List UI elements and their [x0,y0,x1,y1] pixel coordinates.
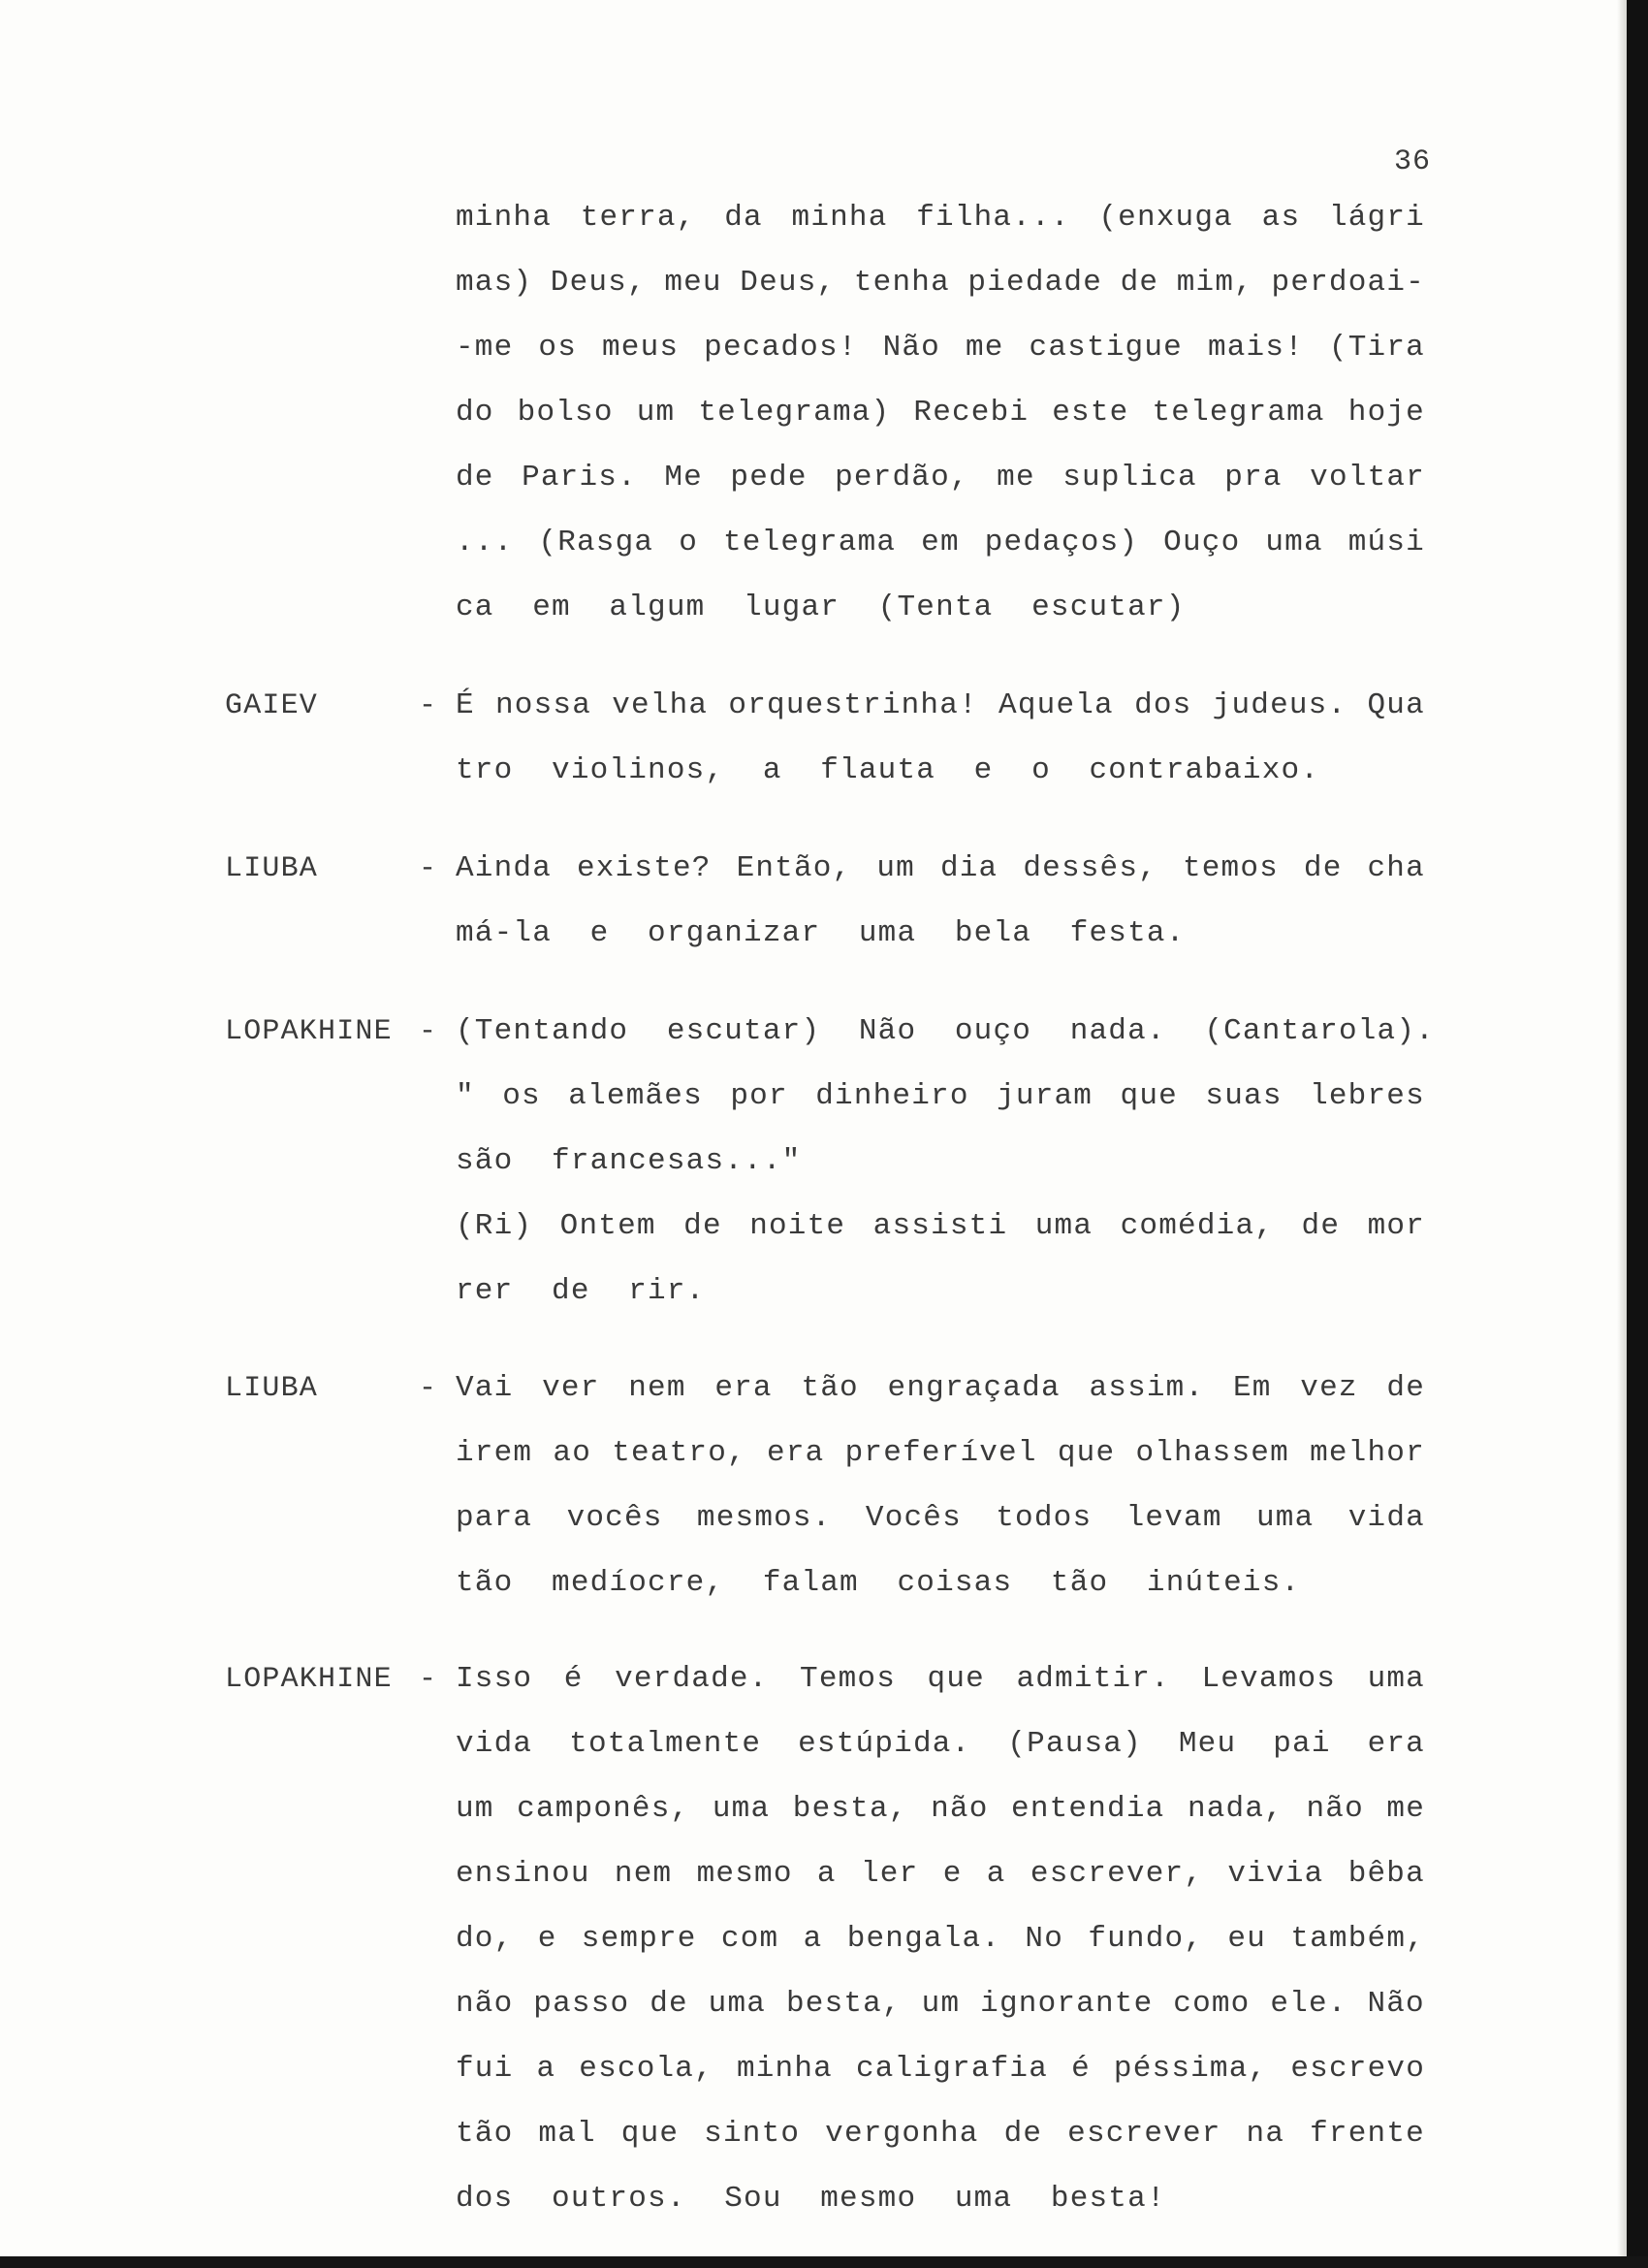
word: de [1003,2117,1043,2151]
word: também, [1290,1922,1425,1956]
word: Deus, [740,266,837,300]
word: (Rasga [538,526,654,559]
dialogue-line [456,1142,1425,1181]
word: era [767,1436,825,1470]
word: ensinou [456,1857,590,1891]
word: de [1301,1209,1341,1243]
word: não [931,1792,989,1826]
word: bolso [517,396,614,430]
dialogue-line [456,1012,1435,1051]
word: verdade. [615,1662,769,1696]
dialogue-line [456,264,1425,303]
speaker-name: LOPAKHINE [225,1015,393,1048]
word: um [876,851,915,885]
word: Levamos [1201,1662,1337,1696]
word: lágri [1328,201,1425,235]
word: meus [601,331,680,365]
word: tão [801,1371,859,1405]
word: vivia [1227,1857,1324,1891]
word: os [538,331,577,365]
dialogue-line [456,2050,1425,2089]
speaker-name: LOPAKHINE [225,1663,393,1696]
word: que [1120,1079,1178,1113]
word: dessês, [1023,851,1157,885]
word: a [986,1857,1006,1891]
dialogue-line [456,1077,1425,1116]
word: terra, [580,201,696,235]
word: perdão, [835,461,969,495]
word: (Tira [1328,331,1425,365]
word: telegrama) [698,396,891,430]
word: a [803,1922,823,1956]
word: estúpida. [798,1727,971,1761]
word: Não [882,331,940,365]
dialogue-line [456,751,1425,790]
word: perdoai- [1271,266,1425,300]
word: tão [456,2117,514,2151]
word: Recebi [913,396,1030,430]
dialogue-line [456,2115,1425,2154]
dialogue-line [456,1790,1425,1829]
word: minha [456,201,553,235]
word: engraçada [887,1371,1061,1405]
word: escrever, [1030,1857,1204,1891]
word: besta, [785,1987,902,2021]
word: alemães [568,1079,703,1113]
word: mais! [1207,331,1304,365]
word: caligrafia [856,2052,1049,2086]
word: velha [612,688,709,722]
word: bêba [1347,1857,1425,1891]
word: hoje [1347,396,1425,430]
speaker-name: LIUBA [225,852,319,885]
word: vida [456,1727,533,1761]
word: Deus, [550,266,647,300]
dialogue-line [456,1272,1425,1311]
dialogue-line [456,849,1425,888]
word: ao [553,1436,592,1470]
word: temos [1182,851,1279,885]
word: este [1052,396,1129,430]
scan-right-border [1627,0,1648,2268]
word: entendia [1011,1792,1165,1826]
word: pra [1224,461,1283,495]
word: uma [1034,1209,1093,1243]
word: uma [1265,526,1323,559]
speaker-name: GAIEV [225,689,319,722]
word: No [1025,1922,1064,1956]
word: de [650,1987,688,2021]
word: besta, [792,1792,908,1826]
word: noite [749,1209,846,1243]
line-text: (Tentando escutar) Não ouço nada. (Cantarola). [456,1014,1435,1048]
word: os [502,1079,541,1113]
scan-bottom-border [0,2256,1648,2268]
word: levam [1125,1501,1222,1535]
dialogue-line [456,1499,1425,1538]
speaker-dash: - [419,689,437,722]
word: olhassem [1135,1436,1289,1470]
word: Ainda [456,851,553,885]
word: com [720,1922,779,1956]
word: as [1261,201,1301,235]
word: músi [1347,526,1425,559]
word: para [456,1501,533,1535]
word: dos [1134,688,1192,722]
word: me [965,331,1004,365]
word: é [1071,2052,1091,2086]
word: lebres [1310,1079,1425,1113]
word: ... [456,526,514,559]
word: telegrama [1152,396,1325,430]
word: ele. [1270,1987,1347,2021]
dialogue-line [456,1725,1425,1764]
word: a [816,1857,837,1891]
word: Qua [1367,688,1425,722]
line-text: tão medíocre, falam coisas tão inúteis. [456,1566,1301,1600]
word: Não [1367,1987,1425,2021]
word: não [1306,1792,1364,1826]
word: cha [1367,851,1425,885]
word: que [620,2117,680,2151]
word: admitir. [1016,1662,1170,1696]
word: pecados! [704,331,858,365]
word: meu [664,266,722,300]
word: de [1386,1371,1425,1405]
word: me [1386,1792,1425,1826]
word: escrever [1067,2117,1221,2151]
dialogue-line [456,914,1425,953]
word: irem [456,1436,533,1470]
speaker-dash: - [419,1372,437,1405]
word: uma [708,1987,767,2021]
word: ler [861,1857,919,1891]
word: não [456,1987,514,2021]
word: Me [664,461,703,495]
word: ver [542,1371,600,1405]
word: e [942,1857,963,1891]
word: sinto [704,2117,801,2151]
page-edge-shadow [1617,0,1627,2268]
word: comédia, [1120,1209,1275,1243]
dialogue-line [456,1855,1425,1894]
word: existe? [576,851,712,885]
word: me [997,461,1035,495]
word: dinheiro [815,1079,969,1113]
word: eu [1227,1922,1267,1956]
dialogue-line [456,329,1425,367]
word: teatro, [612,1436,746,1470]
speaker-dash: - [419,1015,437,1048]
word: nada, [1187,1792,1284,1826]
speaker-dash: - [419,852,437,885]
speaker-name: LIUBA [225,1372,319,1405]
word: como [1173,1987,1251,2021]
word: (enxuga [1098,201,1233,235]
word: assim. [1089,1371,1205,1405]
word: assisti [872,1209,1008,1243]
word: de [456,461,494,495]
word: melhor [1310,1436,1425,1470]
word: um [456,1792,494,1826]
word: escola, [579,2052,713,2086]
word: mesmo [696,1857,793,1891]
line-text: rer de rir. [456,1274,706,1308]
word: vergonha [825,2117,979,2151]
word: Isso [456,1662,533,1696]
word: fundo, [1088,1922,1204,1956]
line-text: ca em algum lugar (Tenta escutar) [456,591,1186,624]
word: era [714,1371,773,1405]
word: (Ri) [456,1209,533,1243]
word: de [683,1209,722,1243]
word: vocês [566,1501,663,1535]
word: " [456,1079,475,1113]
dialogue-line [456,589,1425,627]
word: péssima, [1113,2052,1268,2086]
word: é [563,1662,584,1696]
word: Meu [1178,1727,1237,1761]
word: e [537,1922,557,1956]
word: preferível [844,1436,1037,1470]
word: um [921,1987,961,2021]
word: era [1367,1727,1425,1761]
word: Em [1232,1371,1272,1405]
word: juram [997,1079,1093,1113]
word: na [1246,2117,1285,2151]
word: uma [1367,1662,1425,1696]
dialogue-line [456,1985,1425,2024]
word: Vocês [865,1501,962,1535]
word: bengala. [846,1922,1001,1956]
word: um [636,396,676,430]
page-number: 36 [1393,145,1431,178]
word: totalmente [569,1727,762,1761]
word: em [921,526,960,559]
word: de [1303,851,1343,885]
line-text: dos outros. Sou mesmo uma besta! [456,2182,1166,2216]
word: nossa [495,688,592,722]
word: do [456,396,494,430]
word: minha [791,201,888,235]
dialogue-line [456,1434,1425,1473]
word: mor [1367,1209,1425,1243]
word: Vai [456,1371,514,1405]
word: (Pausa) [1007,1727,1142,1761]
word: pedaços) [984,526,1139,559]
word: do, [456,1922,514,1956]
dialogue-line [456,1920,1425,1959]
word: voltar [1310,461,1425,495]
word: o [679,526,698,559]
word: judeus. [1212,688,1347,722]
word: a [536,2052,556,2086]
word: nem [614,1857,673,1891]
word: da [724,201,763,235]
word: suplica [1062,461,1197,495]
word: Temos [800,1662,897,1696]
word: que [1057,1436,1116,1470]
word: ignorante [980,1987,1154,2021]
word: vez [1300,1371,1358,1405]
word: Ontem [559,1209,656,1243]
word: piedade [967,266,1103,300]
word: camponês, [517,1792,690,1826]
word: Aquela [998,688,1114,722]
word: orquestrinha! [728,688,978,722]
word: por [730,1079,788,1113]
word: mal [538,2117,596,2151]
word: uma [1255,1501,1315,1535]
dialogue-line [456,1660,1425,1699]
word: É [456,688,475,722]
word: que [927,1662,985,1696]
word: fui [456,2052,514,2086]
dialogue-line [456,687,1425,725]
dialogue-line [456,2180,1425,2219]
word: dia [939,851,998,885]
word: tenha [853,266,950,300]
word: mas) [456,266,533,300]
word: escrevo [1290,2052,1425,2086]
word: mesmos. [696,1501,832,1535]
dialogue-line [456,524,1425,562]
dialogue-line [456,1207,1425,1246]
word: castigue [1029,331,1183,365]
word: suas [1205,1079,1283,1113]
word: vida [1347,1501,1425,1535]
word: Paris. [522,461,637,495]
speaker-dash: - [419,1663,437,1696]
word: -me [456,331,514,365]
dialogue-line [456,1369,1425,1408]
word: todos [996,1501,1093,1535]
word: telegrama [722,526,897,559]
line-text: má-la e organizar uma bela festa. [456,916,1186,950]
word: filha... [916,201,1070,235]
word: de [1120,266,1159,300]
dialogue-line [456,394,1425,432]
dialogue-line [456,199,1425,238]
word: frente [1310,2117,1425,2151]
word: uma [712,1792,771,1826]
line-text: são francesas..." [456,1144,802,1178]
word: passo [533,1987,630,2021]
word: nem [628,1371,686,1405]
word: pede [730,461,808,495]
word: Então, [736,851,852,885]
dialogue-line [456,1564,1425,1603]
word: mim, [1176,266,1253,300]
word: pai [1273,1727,1331,1761]
dialogue-line [456,459,1425,497]
word: sempre [581,1922,697,1956]
line-text: tro violinos, a flauta e o contrabaixo. [456,753,1320,787]
word: Ouço [1163,526,1241,559]
word: minha [736,2052,833,2086]
